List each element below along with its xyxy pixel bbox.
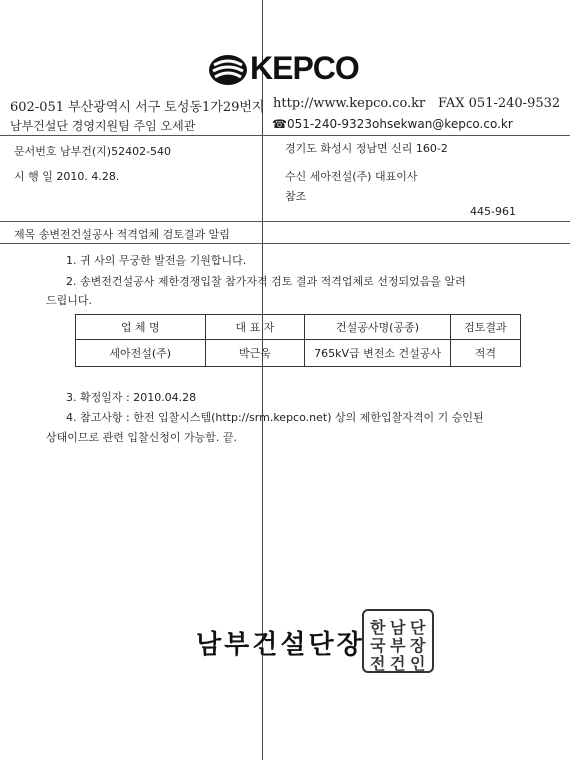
body-item-4-line1: 4. 참고사항 : 한전 입찰시스템(http://srm.kepco.net) 상의 제한입찰자격이 기 승인된 [66,411,484,424]
doc-number: 문서번호 남부건(지)52402-540 [14,145,172,158]
official-seal: 한 남 단 국 부 장 전 건 인 [362,609,434,673]
table-cell-result: 적격 [450,340,520,367]
table-header-cell: 검토결과 [450,315,520,340]
email-address[interactable]: ohsekwan@kepco.co.kr [372,117,513,131]
table-cell-representative: 박근욱 [205,340,305,367]
body-item-2-line1: 2. 송변전건설공사 제한경쟁입찰 참가자격 검토 결과 적격업체로 선정되었음을 알려 [66,275,466,288]
body-item-3: 3. 확정일자 : 2010.04.28 [66,391,197,404]
subject-divider [0,243,570,244]
kepco-swirl-icon [208,53,248,87]
postal-code: 445-961 [470,205,516,218]
table-header-cell: 대 표 자 [205,315,305,340]
issuer-signature: 남부건설단장 [196,630,365,660]
department-contact: 남부건설단 경영지원팀 주임 오세관 [10,119,196,133]
table-header-row [76,315,521,340]
table-cell-project: 765kV급 변전소 건설공사 [305,340,451,367]
table-row [76,340,521,367]
fax-number: FAX 051-240-9532 [438,96,561,111]
subject-line: 제목 송변전건설공사 적격업체 검토결과 알림 [14,228,230,241]
result-table [75,314,521,367]
body-item-4-line2: 상태이므로 관련 입찰신청이 가능함. 끝. [46,431,237,444]
phone-number: ☎051-240-9323 [272,117,372,131]
table-header-cell: 업 체 명 [76,315,206,340]
table-cell-company: 세아전설(주) [76,340,206,367]
body-item-2-line2: 드립니다. [46,294,93,307]
website-link[interactable]: http://www.kepco.co.kr [273,96,426,111]
header-divider [0,135,570,136]
reference: 참조 [285,190,307,203]
issue-date: 시 행 일 2010. 4.28. [14,170,120,183]
table-header-cell: 건설공사명(공종) [305,315,451,340]
sender-address: 602-051 부산광역시 서구 토성동1가29번지 [10,100,265,115]
brand-name: KEPCO [250,50,359,86]
info-divider [0,221,570,222]
recipient-address: 경기도 화성시 정남면 신리 160-2 [285,142,448,155]
body-item-1: 1. 귀 사의 무궁한 발전을 기원합니다. [66,254,247,267]
recipient: 수신 세아전설(주) 대표이사 [285,170,418,183]
kepco-logo [208,50,368,90]
